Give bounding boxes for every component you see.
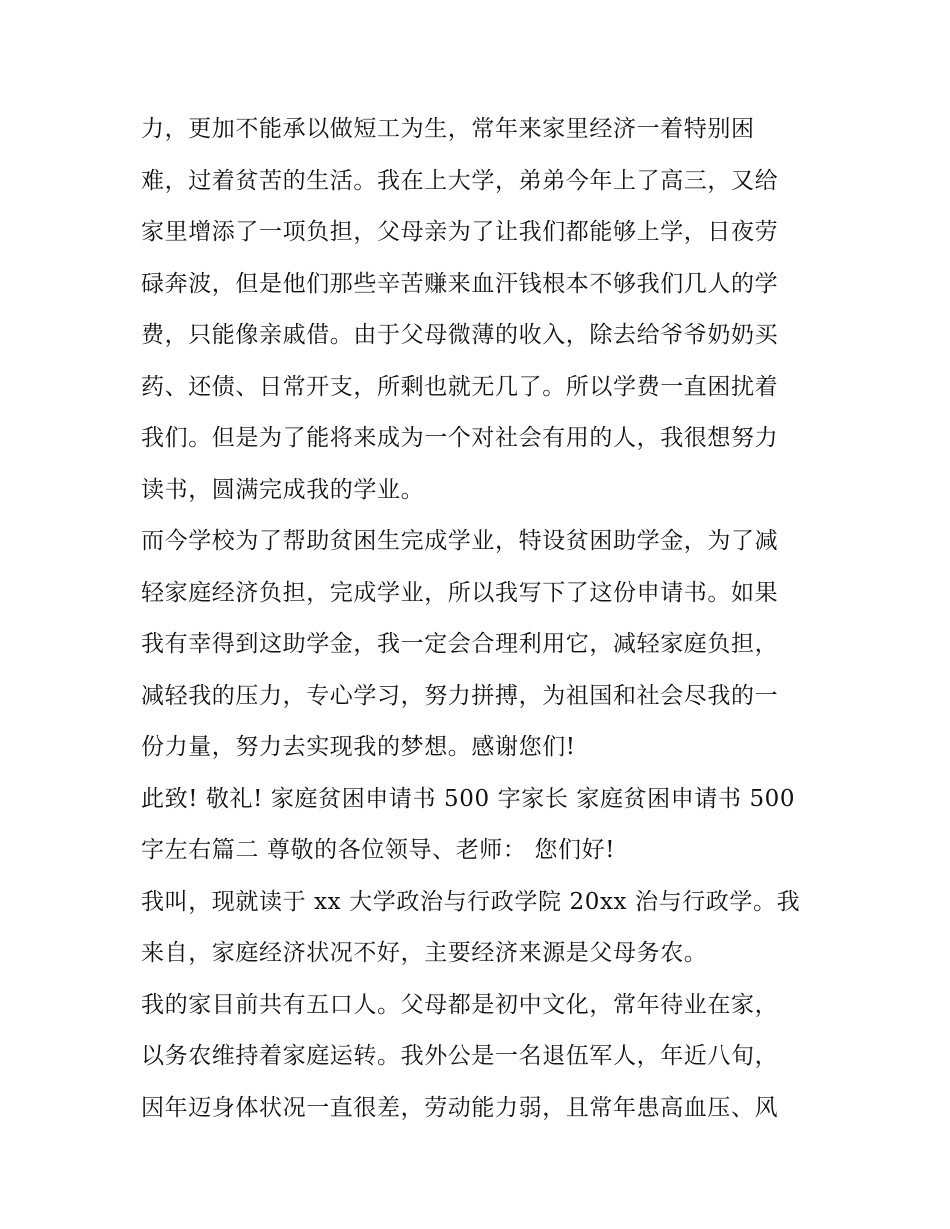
text-line: 因年迈身体状况一直很差，劳动能力弱，且常年患高血压、风 xyxy=(141,1094,779,1121)
text-line: 来自，家庭经济状况不好，主要经济来源是父母务农。 xyxy=(141,940,708,966)
text-line: 份力量，努力去实现我的梦想。感谢您们! xyxy=(141,734,576,760)
text-line: 我的家目前共有五口人。父母都是初中文化，常年待业在家， xyxy=(141,991,779,1018)
text-line: 药、还债、日常开支，所剩也就无几了。所以学费一直困扰着 xyxy=(141,373,779,400)
text-line: 而今学校为了帮助贫困生完成学业，特设贫困助学金，为了减 xyxy=(141,528,779,554)
document-body xyxy=(141,109,821,1139)
text-line: 家里增添了一项负担，父母亲为了让我们都能够上学，日夜劳 xyxy=(141,219,779,245)
text-line: 轻家庭经济负担，完成学业，所以我写下了这份申请书。如果 xyxy=(141,579,779,606)
text-line: 费，只能像亲戚借。由于父母微薄的收入，除去给爷爷奶奶买 xyxy=(141,322,779,348)
text-line: 读书，圆满完成我的学业。 xyxy=(141,476,425,503)
text-line: 难，过着贫苦的生活。我在上大学，弟弟今年上了高三，又给 xyxy=(141,167,779,194)
text-line: 以务农维持着家庭运转。我外公是一名退伍军人，年近八旬， xyxy=(141,1043,779,1069)
text-line: 减轻我的压力，专心学习，努力拼搏，为祖国和社会尽我的一 xyxy=(141,682,779,709)
text-line: 我们。但是为了能将来成为一个对社会有用的人，我很想努力 xyxy=(141,425,779,451)
text-line: 我有幸得到这助学金，我一定会合理利用它，减轻家庭负担， xyxy=(141,631,779,657)
text-line: 我叫，现就读于 xx 大学政治与行政学院 20xx 治与行政学。我 xyxy=(141,888,801,915)
text-line: 碌奔波，但是他们那些辛苦赚来血汗钱根本不够我们几人的学 xyxy=(141,270,779,297)
text-line: 力，更加不能承以做短工为生，常年来家里经济一着特别困 xyxy=(141,116,755,142)
text-line: 字左右篇二 尊敬的各位领导、老师： 您们好! xyxy=(141,837,616,863)
text-line: 此致! 敬礼! 家庭贫困申请书 500 字家长 家庭贫困申请书 500 xyxy=(141,785,796,812)
